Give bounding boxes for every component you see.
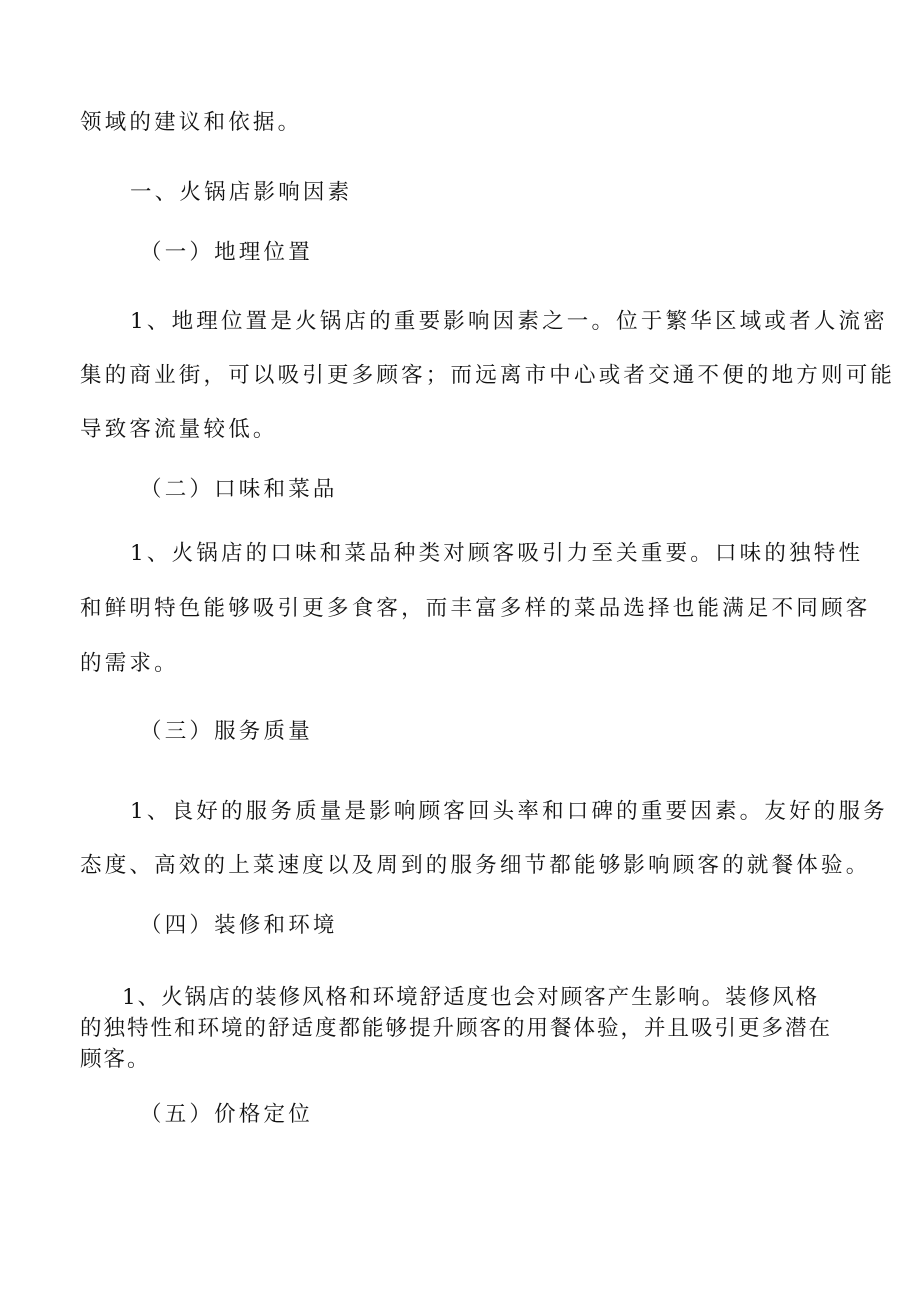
section-heading: 一、火锅店影响因素 (130, 180, 353, 205)
paragraph-line: 和鲜明特色能够吸引更多食客，而丰富多样的菜品选择也能满足不同顾客 (80, 596, 871, 621)
paragraph-line: 的独特性和环境的舒适度都能够提升顾客的用餐体验，并且吸引更多潜在 (80, 1016, 833, 1041)
subsection-heading-taste: （二）口味和菜品 (140, 477, 338, 502)
intro-tail-text: 领域的建议和依据。 (80, 110, 303, 135)
paragraph-line: 1、良好的服务质量是影响顾客回头率和口碑的重要因素。友好的服务 (130, 799, 888, 824)
paragraph-line: 导致客流量较低。 (80, 417, 278, 442)
paragraph-line: 1、火锅店的口味和菜品种类对顾客吸引力至关重要。口味的独特性 (130, 541, 864, 566)
paragraph-line: 态度、高效的上菜速度以及周到的服务细节都能够影响顾客的就餐体验。 (80, 853, 871, 878)
paragraph-line: 的需求。 (80, 651, 179, 676)
paragraph-line: 顾客。 (80, 1047, 151, 1072)
paragraph-line: 集的商业街，可以吸引更多顾客；而远离市中心或者交通不便的地方则可能 (80, 363, 896, 388)
subsection-heading-location: （一）地理位置 (140, 240, 313, 265)
paragraph-line: 1、火锅店的装修风格和环境舒适度也会对顾客产生影响。装修风格 (122, 985, 820, 1010)
paragraph-line: 1、地理位置是火锅店的重要影响因素之一。位于繁华区域或者人流密 (130, 309, 888, 334)
subsection-heading-service: （三）服务质量 (140, 719, 313, 744)
subsection-heading-decor: （四）装修和环境 (140, 913, 338, 938)
subsection-heading-price: （五）价格定位 (140, 1102, 313, 1127)
